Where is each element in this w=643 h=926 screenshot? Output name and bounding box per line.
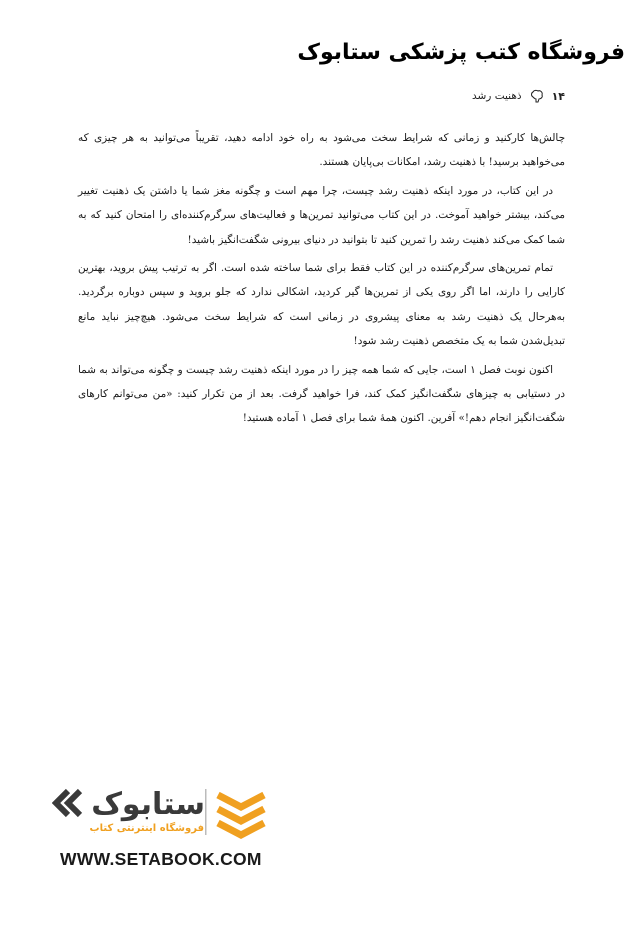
- paragraph: تمام تمرین‌های سرگرم‌کننده در این کتاب فقط برای شما ساخته شده است. اگر به ترتیب پیش بروید، بهترین کارایی را دارند، اما اگر روی یکی از تمرین‌ها گیر کردید، اشکالی ندارد که جلو بروید و سپس دوباره برگردید. به‌هرحال یک ذهنیت رشد به معنای پیشروی در زمانی است که شرایط سخت می‌شود. هیچ‌چیز نباید مانع تبدیل‌شدن شما به یک متخصص ذهنیت رشد شود!: [78, 262, 565, 348]
- paragraph: اکنون نوبت فصل ۱ است، جایی که شما همه چیز را در مورد اینکه ذهنیت رشد چیست و چگونه می‌تواند به شما در دستیابی به چیزهای شگفت‌انگیز کمک کند، فرا خواهید گرفت. بعد از من تکرار کنید: «من می‌توانم کارهای شگفت‌انگیز انجام دهم!» آفرین. اکنون همهٔ شما برای فصل ۱ آماده هستید!: [78, 363, 565, 425]
- chapter-title: ذهنیت رشد: [471, 90, 522, 102]
- brand-name: ستابوک: [91, 787, 205, 822]
- brand-tagline: فروشگاه اینترنتی کتاب: [89, 823, 204, 834]
- paragraph: در این کتاب، در مورد اینکه ذهنیت رشد چیست، چرا مهم است و چگونه مغز شما یا داشتن یک ذهنیت تغییر می‌کند، بیشتر خواهید آموخت. در این کتاب می‌توانید تمرین‌ها و فعالیت‌های سرگرم‌کننده‌ای را امتحان کنید که به شما کمک می‌کند ذهنیت رشد را تمرین کنید تا بتوانید در دنیای بیرونی شگفت‌انگیز باشید!: [78, 184, 565, 246]
- site-url[interactable]: WWW.SETABOOK.COM: [60, 849, 262, 869]
- body-text: [78, 126, 565, 435]
- store-title: فروشگاه کتب پزشکی ستابوک: [297, 40, 625, 65]
- page-number: ۱۴: [551, 89, 565, 103]
- brain-icon: [530, 89, 544, 103]
- paragraph: چالش‌ها کارکنید و زمانی که شرایط سخت می‌شود به راه خود ادامه دهید، تقریباً می‌توانید به هر چیزی که می‌خواهید برسید! با ذهنیت رشد، امکانات بی‌پایان هستند.: [78, 132, 565, 169]
- running-head: [472, 89, 565, 103]
